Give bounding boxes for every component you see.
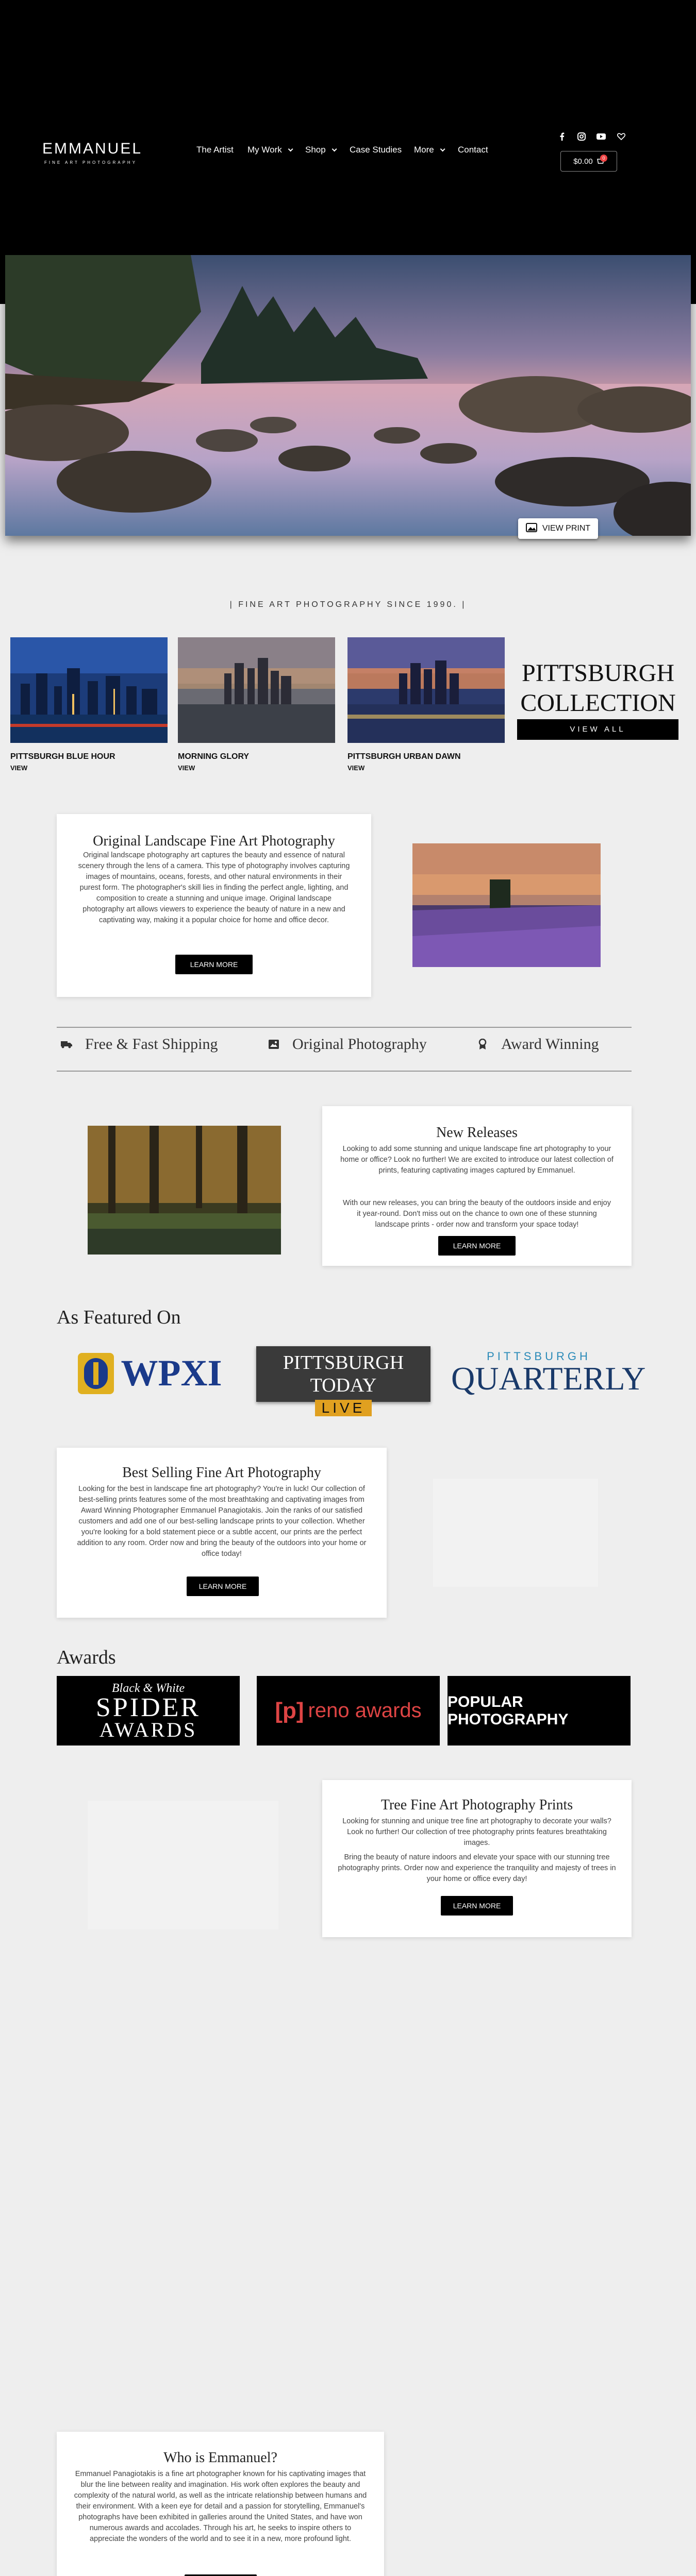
- nav-label: More: [414, 145, 434, 155]
- collection-item-title[interactable]: PITTSBURGH BLUE HOUR: [10, 752, 115, 761]
- nav-contact[interactable]: [458, 145, 488, 155]
- original-title: Original Landscape Fine Art Photography: [93, 833, 335, 849]
- feature-original: [268, 1036, 427, 1053]
- popular-photography-logo: POPULAR PHOTOGRAPHY: [448, 1676, 631, 1745]
- nav-shop[interactable]: [305, 145, 335, 155]
- divider: [57, 1027, 632, 1028]
- tree-image-placeholder[interactable]: [88, 1801, 278, 1929]
- cart-button[interactable]: [560, 151, 617, 172]
- spider-awards-logo: Black & White SPIDER AWARDS: [57, 1676, 240, 1745]
- truck-icon: [61, 1039, 72, 1050]
- collection-item-view-link[interactable]: VIEW: [347, 764, 365, 772]
- nav-label: Contact: [458, 145, 488, 155]
- who-body: Emmanuel Panagiotakis is a fine art photographer known for his captivating images that blur the line between reality and imagination. His work often explores the beauty and complexity of the natural world, as well as the intricate relationship between humans and their environment. With a keen eye for detail and a passion for storytelling, Emmanuel's photographs have been exhibited in galleries around the United States, and have won numerous awards and accolades. Through his art, he seeks to inspire others to appreciate the wonders of the world and to see it in a new, more profound light.: [74, 2470, 367, 2543]
- divider: [57, 1071, 632, 1072]
- feature-award: [477, 1036, 599, 1053]
- best-selling-learn-more-button[interactable]: LEARN MORE: [187, 1577, 259, 1596]
- collection-thumb-morning-glory[interactable]: [178, 637, 335, 743]
- tree-body-2: Bring the beauty of nature indoors and elevate your space with our stunning tree photography prints. Order now and experience the tranquility and majesty of trees in your home or office every day!: [338, 1853, 616, 1883]
- best-selling-body: Looking for the best in landscape fine art photography? You're in luck! Our collection of best-selling prints features some of the most breathtaking and captivating images from Award Winning Photographer Emmanuel Panagiotakis. Join the ranks of our satisfied customers and add one of our best-selling landscape prints to your collection. Whether you're looking for a bold statement piece or a subtle accent, our prints are the perfect addition to any room. Order now and bring the beauty of the outdoors into your home or office today!: [77, 1485, 367, 1558]
- who-title: Who is Emmanuel?: [163, 2450, 277, 2466]
- nav-label: Shop: [305, 145, 326, 155]
- original-learn-more-button[interactable]: LEARN MORE: [175, 955, 253, 974]
- award-icon: [477, 1039, 488, 1050]
- feature-shipping: [61, 1036, 218, 1053]
- heart-icon[interactable]: [617, 132, 626, 141]
- cart-amount: $0.00: [573, 157, 593, 166]
- collection-item-view-link[interactable]: VIEW: [10, 764, 28, 772]
- nav-case-studies[interactable]: [350, 145, 402, 155]
- nav-the-artist[interactable]: [196, 145, 234, 155]
- collection-thumb-urban-dawn[interactable]: [347, 637, 505, 743]
- photo-icon: [268, 1039, 279, 1050]
- tree-learn-more-button[interactable]: LEARN MORE: [441, 1896, 513, 1916]
- awards-title: Awards: [57, 1647, 116, 1668]
- new-releases-title: New Releases: [436, 1125, 518, 1141]
- wpxi-logo: WPXI: [61, 1346, 239, 1400]
- collection-title: PITTSBURGH COLLECTION: [520, 659, 676, 717]
- nav-label: The Artist: [196, 145, 234, 155]
- best-selling-image-placeholder[interactable]: [433, 1479, 598, 1587]
- tree-title: Tree Fine Art Photography Prints: [380, 1797, 573, 1813]
- featured-title: As Featured On: [57, 1307, 181, 1328]
- hero-image[interactable]: [5, 255, 691, 536]
- new-releases-body: Looking to add some stunning and unique landscape fine art photography to your home or office? Look no further! We are excited to introduce our latest collection of prints, featuring captivating images captured by Emmanuel.: [340, 1145, 614, 1175]
- view-print-button[interactable]: [518, 518, 598, 539]
- nav-more[interactable]: [414, 145, 443, 155]
- lavender-image[interactable]: [412, 843, 601, 967]
- prisano-awards-logo: [p] reno awards: [257, 1676, 440, 1745]
- youtube-icon[interactable]: [596, 132, 606, 141]
- new-releases-learn-more-button[interactable]: LEARN MORE: [438, 1236, 516, 1256]
- original-body: Original landscape photography art captures the beauty and essence of natural scenery through the lens of a camera. This type of photography involves capturing images of mountains, oceans, forests, and other natural environments in their purest form. The photographer's skill lies in finding the perfect angle, lighting, and composition to create a stunning and unique image. Original landscape photography art allows viewers to experience the beauty of nature in a new and captivating way, making it a popular choice for home and office decor.: [78, 851, 350, 924]
- new-releases-image[interactable]: [88, 1126, 281, 1255]
- nav-my-work[interactable]: [247, 145, 291, 155]
- pittsburgh-quarterly-logo: PITTSBURGH QUARTERLY: [451, 1350, 646, 1397]
- logo-title[interactable]: EMMANUEL: [42, 140, 143, 157]
- feature-label: Award Winning: [501, 1036, 599, 1053]
- view-print-label: VIEW PRINT: [542, 524, 591, 533]
- nav-label: My Work: [247, 145, 282, 155]
- feature-label: Original Photography: [292, 1036, 427, 1053]
- image-icon: [526, 523, 537, 535]
- collection-item-title[interactable]: PITTSBURGH URBAN DAWN: [347, 752, 461, 761]
- new-releases-body-2: With our new releases, you can bring the beauty of the outdoors inside and enjoy it year-round. Don't miss out on the chance to own one of these stunning landscape prints - order now and transform your space today!: [343, 1199, 611, 1229]
- nav-label: Case Studies: [350, 145, 402, 155]
- since-tagline: | FINE ART PHOTOGRAPHY SINCE 1990. |: [229, 600, 467, 609]
- view-all-button[interactable]: VIEW ALL: [517, 719, 678, 740]
- collection-item-view-link[interactable]: VIEW: [178, 764, 195, 772]
- logo-tagline: FINE ART PHOTOGRAPHY: [44, 160, 138, 165]
- feature-label: Free & Fast Shipping: [85, 1036, 218, 1053]
- facebook-icon[interactable]: [557, 132, 567, 141]
- collection-thumb-blue-hour[interactable]: [10, 637, 168, 743]
- collection-item-title[interactable]: MORNING GLORY: [178, 752, 250, 761]
- best-selling-title: Best Selling Fine Art Photography: [122, 1465, 321, 1481]
- tree-body: Looking for stunning and unique tree fine art photography to decorate your walls? Look no further! Our collection of tree photography prints features breathtaking images.: [342, 1817, 611, 1847]
- cart-count-badge: 0: [600, 155, 607, 162]
- instagram-icon[interactable]: [577, 132, 586, 141]
- pittsburgh-today-logo: PITTSBURGH TODAY LIVE: [256, 1346, 430, 1402]
